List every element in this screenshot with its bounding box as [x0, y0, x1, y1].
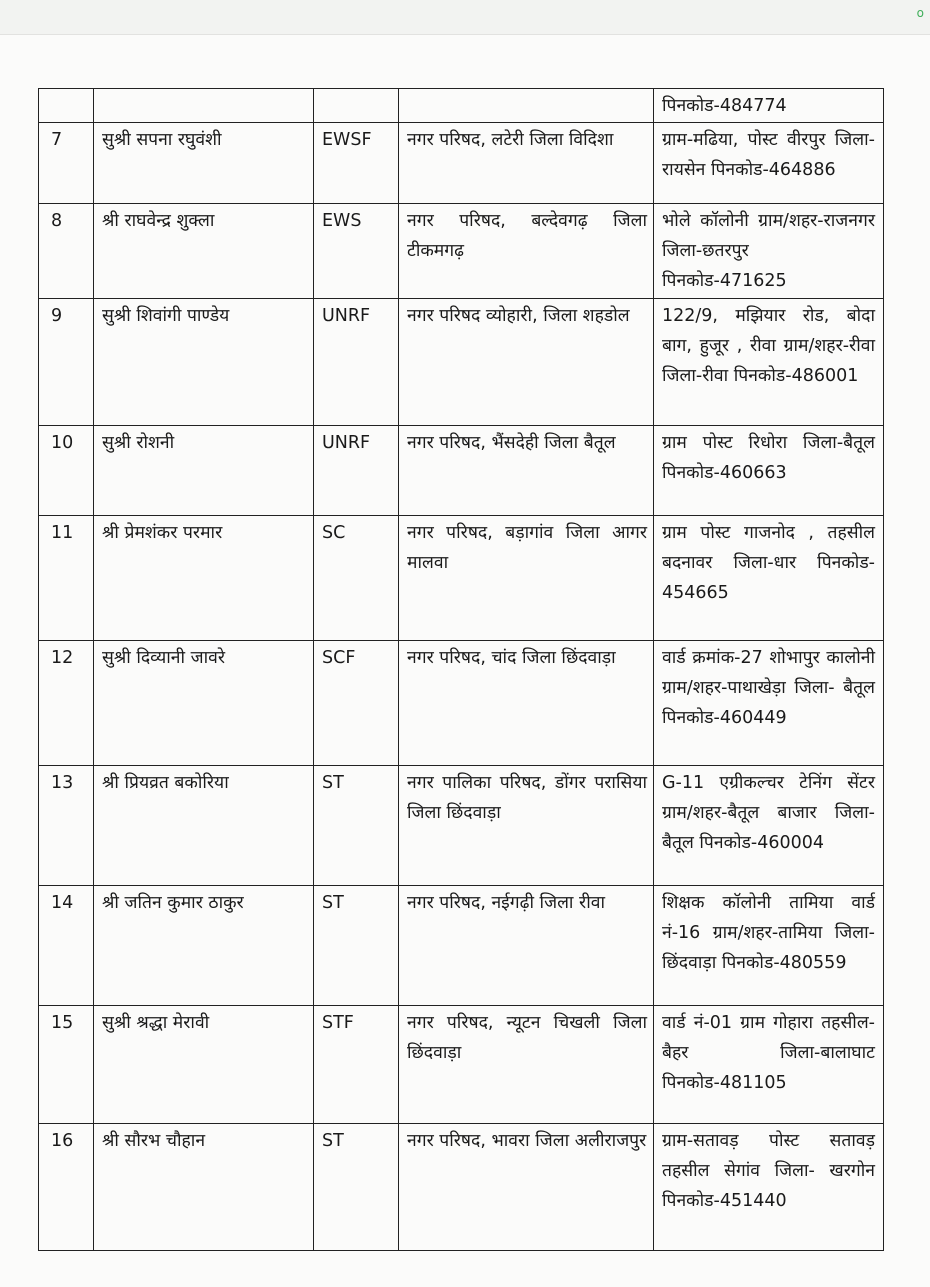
- cell-num: 14: [39, 886, 94, 1006]
- table-row: [39, 516, 884, 641]
- cell-name: सुश्री दिव्यानी जावरे: [94, 641, 314, 766]
- cell-office: [399, 89, 654, 123]
- table-row-continued: [39, 89, 884, 123]
- table-row: [39, 299, 884, 426]
- table-row: [39, 123, 884, 204]
- cell-num: 11: [39, 516, 94, 641]
- cell-name: सुश्री रोशनी: [94, 426, 314, 516]
- cell-address: ग्राम-मढिया, पोस्ट वीरपुर जिला-रायसेन पिनकोड-464886: [654, 123, 884, 204]
- cell-name: श्री प्रियव्रत बकोरिया: [94, 766, 314, 886]
- cell-office: नगर परिषद, भैंसदेही जिला बैतूल: [399, 426, 654, 516]
- table-row: [39, 766, 884, 886]
- cell-name: श्री जतिन कुमार ठाकुर: [94, 886, 314, 1006]
- cell-name: श्री प्रेमशंकर परमार: [94, 516, 314, 641]
- cell-category: ST: [314, 886, 399, 1006]
- cell-name: श्री सौरभ चौहान: [94, 1124, 314, 1251]
- cell-category: [314, 89, 399, 123]
- cell-category: UNRF: [314, 299, 399, 426]
- cell-name: [94, 89, 314, 123]
- cell-address: भोले कॉलोनी ग्राम/शहर-राजनगर जिला-छतरपुर पिनकोड-471625: [654, 204, 884, 299]
- cell-category: ST: [314, 766, 399, 886]
- table-row: [39, 426, 884, 516]
- cell-category: SCF: [314, 641, 399, 766]
- cell-office: नगर परिषद, नईगढ़ी जिला रीवा: [399, 886, 654, 1006]
- cell-num: 10: [39, 426, 94, 516]
- table-row: [39, 1124, 884, 1251]
- cell-num: 8: [39, 204, 94, 299]
- cell-name: सुश्री शिवांगी पाण्डेय: [94, 299, 314, 426]
- cell-office: नगर परिषद, चांद जिला छिंदवाड़ा: [399, 641, 654, 766]
- cell-office: नगर परिषद, लटेरी जिला विदिशा: [399, 123, 654, 204]
- cell-office: नगर परिषद व्योहारी, जिला शहडोल: [399, 299, 654, 426]
- cell-category: STF: [314, 1006, 399, 1124]
- cell-office: नगर परिषद, बड़ागांव जिला आगर मालवा: [399, 516, 654, 641]
- scan-top-edge: [0, 0, 930, 35]
- cell-address: वार्ड नं-01 ग्राम गोहारा तहसील-बैहर जिला-बालाघाट पिनकोड-481105: [654, 1006, 884, 1124]
- cell-address: वार्ड क्रमांक-27 शोभापुर कालोनी ग्राम/शहर-पाथाखेड़ा जिला- बैतूल पिनकोड-460449: [654, 641, 884, 766]
- table-row: [39, 886, 884, 1006]
- cell-num: 16: [39, 1124, 94, 1251]
- cell-name: सुश्री श्रद्धा मेरावी: [94, 1006, 314, 1124]
- table-row: [39, 1006, 884, 1124]
- cell-num: 13: [39, 766, 94, 886]
- cell-office: नगर परिषद, बल्देवगढ़ जिला टीकमगढ़: [399, 204, 654, 299]
- cell-category: EWS: [314, 204, 399, 299]
- cell-address: 122/9, मझियार रोड, बोदा बाग, हुजूर , रीवा ग्राम/शहर-रीवा जिला-रीवा पिनकोड-486001: [654, 299, 884, 426]
- cell-num: [39, 89, 94, 123]
- cell-office: नगर परिषद, भावरा जिला अलीराजपुर: [399, 1124, 654, 1251]
- cell-address: ग्राम पोस्ट रिधोरा जिला-बैतूल पिनकोड-460663: [654, 426, 884, 516]
- cell-office: नगर परिषद, न्यूटन चिखली जिला छिंदवाड़ा: [399, 1006, 654, 1124]
- corner-mark-icon: o: [916, 6, 924, 20]
- cell-category: ST: [314, 1124, 399, 1251]
- cell-num: 15: [39, 1006, 94, 1124]
- cell-num: 7: [39, 123, 94, 204]
- table-row: [39, 641, 884, 766]
- cell-category: EWSF: [314, 123, 399, 204]
- table-row: [39, 204, 884, 299]
- cell-address: शिक्षक कॉलोनी तामिया वार्ड नं-16 ग्राम/शहर-तामिया जिला-छिंदवाड़ा पिनकोड-480559: [654, 886, 884, 1006]
- cell-name: श्री राघवेन्द्र शुक्ला: [94, 204, 314, 299]
- cell-address: ग्राम-सतावड़ पोस्ट सतावड़ तहसील सेगांव जिला- खरगोन पिनकोड-451440: [654, 1124, 884, 1251]
- candidate-table: [38, 88, 884, 1251]
- cell-address: ग्राम पोस्ट गाजनोद , तहसील बदनावर जिला-धार पिनकोड- 454665: [654, 516, 884, 641]
- cell-num: 12: [39, 641, 94, 766]
- cell-name: सुश्री सपना रघुवंशी: [94, 123, 314, 204]
- cell-num: 9: [39, 299, 94, 426]
- cell-category: SC: [314, 516, 399, 641]
- cell-address: पिनकोड-484774: [654, 89, 884, 123]
- cell-office: नगर पालिका परिषद, डोंगर परासिया जिला छिंदवाड़ा: [399, 766, 654, 886]
- cell-category: UNRF: [314, 426, 399, 516]
- cell-address: G-11 एग्रीकल्चर टेनिंग सेंटर ग्राम/शहर-बैतूल बाजार जिला-बैतूल पिनकोड-460004: [654, 766, 884, 886]
